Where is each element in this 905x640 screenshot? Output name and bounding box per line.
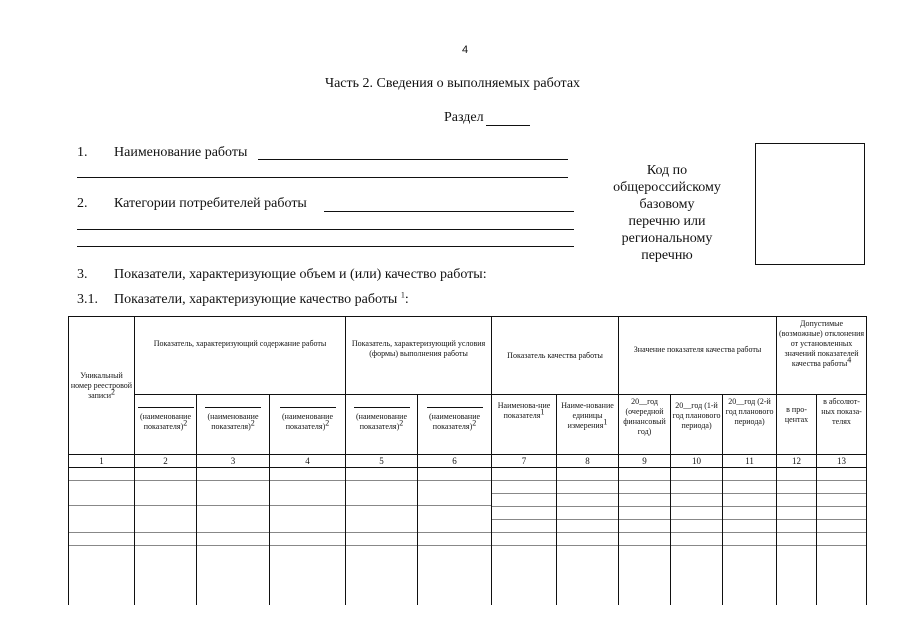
header-unique-number: Уникальный номер реестровой записи2	[69, 317, 135, 455]
table-body-cell-1[interactable]	[69, 468, 135, 606]
sub-header-conditions-2: (наименование показателя)2	[418, 395, 492, 455]
item-2-label: Категории потребителей работы	[114, 196, 307, 211]
column-number-5: 5	[346, 455, 418, 468]
column-number-1: 1	[69, 455, 135, 468]
sub-header-absolute: в абсолют-ных показа-телях	[817, 395, 867, 455]
table-body-cell-13[interactable]	[817, 468, 867, 606]
table-body-cell-3[interactable]	[197, 468, 270, 606]
sub-header-content-2: (наименование показателя)2	[197, 395, 270, 455]
sub-header-year-3: 20__год (2-й год планового периода)	[723, 395, 777, 455]
header-conditions-indicator: Показатель, характеризующий условия (формы) выполнения работы	[346, 317, 492, 395]
column-number-6: 6	[418, 455, 492, 468]
sub-header-content-3: (наименование показателя)2	[270, 395, 346, 455]
sub-header-year-2: 20__год (1-й год планового периода)	[671, 395, 723, 455]
table-body-cell-12[interactable]	[777, 468, 817, 606]
item-2-field-line-2[interactable]	[77, 229, 574, 230]
item-31-number: 3.1.	[77, 292, 98, 307]
section-label: Раздел	[444, 110, 530, 126]
table-body-cell-2[interactable]	[135, 468, 197, 606]
sub-header-year-1: 20__год (очередной финансовый год)	[619, 395, 671, 455]
item-3-number: 3.	[77, 267, 88, 282]
sub-header-content-1: (наименование показателя)2	[135, 395, 197, 455]
item-31-label: Показатели, характеризующие качество работы $^1$:	[114, 290, 409, 307]
item-1-field-line-2[interactable]	[77, 177, 568, 178]
sub-header-percent: в про-центах	[777, 395, 817, 455]
page-title: Часть 2. Сведения о выполняемых работах	[324, 76, 581, 91]
item-2-number: 2.	[77, 196, 88, 211]
table-body-cell-11[interactable]	[723, 468, 777, 606]
column-number-3: 3	[197, 455, 270, 468]
sub-header-unit: Наиме-нование единицы измерения1	[557, 395, 619, 455]
column-number-11: 11	[723, 455, 777, 468]
code-box-field[interactable]	[755, 143, 865, 265]
item-3-label: Показатели, характеризующие объем и (или) качество работы:	[114, 267, 487, 282]
column-number-4: 4	[270, 455, 346, 468]
page-number: 4	[462, 44, 469, 56]
column-number-9: 9	[619, 455, 671, 468]
table-body-cell-10[interactable]	[671, 468, 723, 606]
item-1-number: 1.	[77, 145, 88, 160]
column-number-7: 7	[492, 455, 557, 468]
table-body-cell-7[interactable]	[492, 468, 557, 606]
sub-header-quality-name: Наименова-ние показателя1	[492, 395, 557, 455]
quality-indicators-table	[68, 316, 867, 605]
table-body-cell-8[interactable]	[557, 468, 619, 606]
header-deviation: Допустимые (возможные) отклонения от установленных значений показателей качества работы4	[777, 317, 867, 395]
column-number-12: 12	[777, 455, 817, 468]
table-body-cell-6[interactable]	[418, 468, 492, 606]
header-quality-indicator: Показатель качества работы	[492, 317, 619, 395]
section-blank-field[interactable]	[486, 111, 530, 126]
item-2-field-line-3[interactable]	[77, 246, 574, 247]
item-1-field[interactable]	[258, 159, 568, 160]
item-2-field[interactable]	[324, 211, 574, 212]
column-number-13: 13	[817, 455, 867, 468]
item-1-label: Наименование работы	[114, 145, 248, 160]
header-content-indicator: Показатель, характеризующий содержание работы	[135, 317, 346, 395]
sub-header-conditions-1: (наименование показателя)2	[346, 395, 418, 455]
header-value-indicator: Значение показателя качества работы	[619, 317, 777, 395]
table-body-cell-9[interactable]	[619, 468, 671, 606]
column-number-10: 10	[671, 455, 723, 468]
column-number-2: 2	[135, 455, 197, 468]
table-body-cell-5[interactable]	[346, 468, 418, 606]
column-number-8: 8	[557, 455, 619, 468]
table-body-cell-4[interactable]	[270, 468, 346, 606]
code-box-label: Код по общероссийскому базовому перечню или региональному перечню	[613, 163, 721, 263]
